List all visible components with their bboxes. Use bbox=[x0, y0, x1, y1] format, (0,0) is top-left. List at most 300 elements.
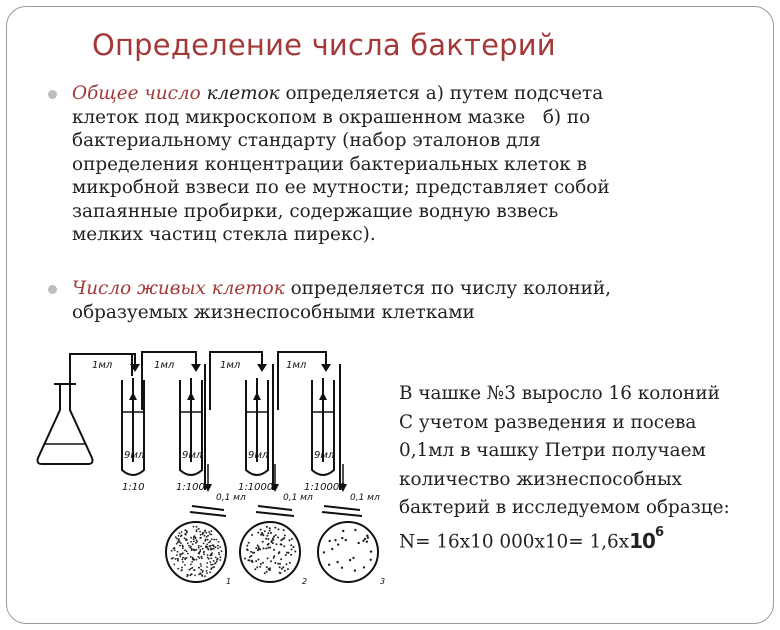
colony-dot bbox=[179, 532, 181, 534]
colony-dot bbox=[258, 559, 260, 561]
colony-dot bbox=[200, 565, 202, 567]
colony-dot bbox=[207, 539, 209, 541]
colony-dot bbox=[337, 543, 339, 545]
colony-dot bbox=[286, 563, 288, 565]
colony-dot bbox=[354, 529, 356, 531]
colony-dot bbox=[366, 541, 368, 543]
colony-dot bbox=[195, 549, 197, 551]
colony-dot bbox=[279, 563, 281, 565]
colony-dot bbox=[248, 542, 250, 544]
colony-dot bbox=[269, 530, 271, 532]
tube-volume: 9мл bbox=[124, 450, 145, 461]
colony-dot bbox=[199, 572, 201, 574]
tube-volume: 9мл bbox=[314, 450, 335, 461]
colony-dot bbox=[210, 545, 212, 547]
power-base: 10 bbox=[629, 528, 655, 553]
plate-number: 3 bbox=[380, 577, 386, 586]
colony-dot bbox=[204, 575, 206, 577]
colony-dot bbox=[290, 554, 292, 556]
test-tube-icon bbox=[312, 364, 340, 490]
colony-dot bbox=[184, 557, 186, 559]
colony-dot bbox=[204, 535, 206, 537]
colony-dot bbox=[285, 554, 287, 556]
colony-dot bbox=[262, 562, 264, 564]
colony-dot bbox=[190, 556, 192, 558]
colony-dot bbox=[255, 560, 257, 562]
colony-dot bbox=[216, 560, 218, 562]
colony-dot bbox=[181, 559, 183, 561]
colony-dot bbox=[270, 532, 272, 534]
colony-dot bbox=[206, 572, 208, 574]
bullet-live-count bbox=[72, 277, 611, 324]
colony-dot bbox=[251, 560, 253, 562]
bullet-line: клеток под микроскопом в окрашенном мазке б) по bbox=[72, 106, 591, 128]
colony-dot bbox=[210, 530, 212, 532]
term-cells: клеток bbox=[206, 83, 280, 104]
petri-lid-icon bbox=[322, 506, 362, 516]
colony-dot bbox=[211, 538, 213, 540]
transfer-label: 1мл bbox=[154, 360, 175, 371]
colony-dot bbox=[200, 569, 202, 571]
term-live-cells: Число живых клеток bbox=[72, 278, 285, 299]
colony-dot bbox=[181, 567, 183, 569]
colony-dot bbox=[262, 534, 264, 536]
colony-dot bbox=[266, 571, 268, 573]
petri-dish-icon bbox=[166, 522, 226, 582]
colony-dot bbox=[179, 545, 181, 547]
colony-dot bbox=[279, 572, 281, 574]
colony-dot bbox=[194, 575, 196, 577]
colony-dot bbox=[191, 567, 193, 569]
colony-dot bbox=[198, 545, 200, 547]
colony-dot bbox=[194, 549, 196, 551]
colony-dot bbox=[206, 543, 208, 545]
colony-dot bbox=[192, 558, 194, 560]
colony-dot bbox=[247, 559, 249, 561]
colony-dot bbox=[198, 528, 200, 530]
colony-dot bbox=[364, 538, 366, 540]
colony-dot bbox=[258, 548, 260, 550]
colony-dot bbox=[269, 569, 271, 571]
colony-dot bbox=[283, 537, 285, 539]
colony-dot bbox=[274, 562, 276, 564]
plating-label: 0,1 мл bbox=[283, 493, 313, 503]
petri-dish-icon bbox=[240, 522, 300, 582]
colony-dot bbox=[186, 532, 188, 534]
colony-dot bbox=[213, 539, 215, 541]
colony-dot bbox=[244, 558, 246, 560]
colony-dot bbox=[336, 561, 338, 563]
transfer-label: 1мл bbox=[92, 360, 113, 371]
colony-dot bbox=[260, 534, 262, 536]
colony-dot bbox=[184, 537, 186, 539]
colony-dot bbox=[213, 548, 215, 550]
colony-dot bbox=[265, 538, 267, 540]
power-of-ten bbox=[629, 524, 664, 553]
colony-dot bbox=[174, 547, 176, 549]
colony-dot bbox=[217, 558, 219, 560]
colony-dot bbox=[176, 543, 178, 545]
colony-dot bbox=[207, 548, 209, 550]
transfer-label: 1мл bbox=[220, 360, 241, 371]
bullet-line bbox=[72, 82, 610, 106]
colony-dot bbox=[200, 546, 202, 548]
colony-dot bbox=[269, 527, 271, 529]
colony-dot bbox=[362, 540, 364, 542]
colony-dot bbox=[198, 547, 200, 549]
colony-dot bbox=[334, 539, 336, 541]
colony-dot bbox=[191, 561, 193, 563]
colony-dot bbox=[273, 555, 275, 557]
plating-label: 0,1 мл bbox=[350, 493, 380, 503]
plating-label: 0,1 мл bbox=[216, 493, 246, 503]
colony-dot bbox=[201, 556, 203, 558]
calc-line: 0,1мл в чашку Петри получаем bbox=[399, 440, 706, 462]
colony-dot bbox=[200, 534, 202, 536]
colony-dot bbox=[202, 548, 204, 550]
colony-dot bbox=[207, 535, 209, 537]
colony-dot bbox=[217, 548, 219, 550]
colony-dot bbox=[187, 542, 189, 544]
colony-dot bbox=[269, 547, 271, 549]
colony-dot bbox=[203, 553, 205, 555]
colony-dot bbox=[206, 566, 208, 568]
colony-dot bbox=[173, 564, 175, 566]
colony-dot bbox=[174, 558, 176, 560]
colony-dot bbox=[190, 541, 192, 543]
colony-dot bbox=[180, 554, 182, 556]
colony-dot bbox=[278, 551, 280, 553]
colony-dot bbox=[370, 550, 372, 552]
colony-dot bbox=[323, 551, 325, 553]
colony-dot bbox=[207, 557, 209, 559]
colony-dot bbox=[279, 566, 281, 568]
colony-dot bbox=[184, 564, 186, 566]
colony-dot bbox=[178, 538, 180, 540]
colony-dot bbox=[188, 569, 190, 571]
colony-dot bbox=[176, 538, 178, 540]
colony-dot bbox=[345, 539, 347, 541]
colony-dot bbox=[202, 570, 204, 572]
colony-dot bbox=[174, 549, 176, 551]
colony-dot bbox=[210, 557, 212, 559]
colony-dot bbox=[194, 536, 196, 538]
colony-dot bbox=[182, 545, 184, 547]
colony-dot bbox=[281, 568, 283, 570]
colony-dot bbox=[219, 559, 221, 561]
colony-dot bbox=[196, 526, 198, 528]
colony-dot bbox=[206, 546, 208, 548]
test-tube-icon bbox=[246, 364, 273, 490]
bullet-line: микробной взвеси по ее мутности; представляет собой bbox=[72, 177, 610, 198]
power-exponent: 6 bbox=[654, 524, 664, 540]
colony-dot bbox=[212, 544, 214, 546]
colony-dot bbox=[352, 557, 354, 559]
calc-line: В чашке №3 выросло 16 колоний bbox=[399, 383, 720, 404]
colony-dot bbox=[198, 567, 200, 569]
colony-dot bbox=[187, 574, 189, 576]
bullet-dot-icon bbox=[48, 90, 57, 99]
colony-dot bbox=[175, 536, 177, 538]
tube-volume: 9мл bbox=[182, 450, 203, 461]
colony-dot bbox=[199, 537, 201, 539]
colony-dot bbox=[214, 563, 216, 565]
colony-dot bbox=[209, 540, 211, 542]
colony-dot bbox=[342, 530, 344, 532]
dilution-label: 1:1000 bbox=[238, 482, 274, 493]
bullet-line: образуемых жизнеспособными клетками bbox=[72, 301, 475, 323]
colony-dot bbox=[289, 539, 291, 541]
colony-dot bbox=[329, 540, 331, 542]
colony-dot bbox=[268, 543, 270, 545]
colony-dot bbox=[193, 538, 195, 540]
plate-number: 1 bbox=[226, 577, 232, 586]
calculation-text bbox=[399, 380, 730, 557]
colony-dot bbox=[287, 568, 289, 570]
colony-dot bbox=[284, 535, 286, 537]
colony-dot bbox=[204, 540, 206, 542]
colony-dot bbox=[294, 551, 296, 553]
colony-dot bbox=[187, 553, 189, 555]
colony-dot bbox=[201, 557, 203, 559]
colony-dot bbox=[211, 567, 213, 569]
colony-dot bbox=[181, 531, 183, 533]
bullet-line: бактериальному стандарту (набор эталонов для bbox=[72, 130, 541, 151]
colony-dot bbox=[199, 551, 201, 553]
colony-dot bbox=[218, 554, 220, 556]
colony-dot bbox=[256, 566, 258, 568]
colony-dot bbox=[177, 558, 179, 560]
bullet-line: запаянные пробирки, содержащие водную взвесь bbox=[72, 200, 559, 222]
colony-dot bbox=[186, 550, 188, 552]
colony-dot bbox=[264, 572, 266, 574]
colony-dot bbox=[341, 537, 343, 539]
tube-volume: 9мл bbox=[248, 450, 269, 461]
colony-dot bbox=[255, 547, 257, 549]
colony-dot bbox=[180, 542, 182, 544]
dilution-label: 1:10 bbox=[122, 482, 145, 493]
bullet-line: мелких частиц стекла пирекс). bbox=[72, 224, 376, 245]
colony-dot bbox=[206, 536, 208, 538]
colony-dot bbox=[186, 557, 188, 559]
colony-dot bbox=[178, 535, 180, 537]
colony-dot bbox=[354, 569, 356, 571]
colony-dot bbox=[207, 554, 209, 556]
colony-dot bbox=[177, 541, 179, 543]
colony-dot bbox=[210, 564, 212, 566]
colony-dot bbox=[252, 552, 254, 554]
colony-dot bbox=[210, 553, 212, 555]
colony-dot bbox=[190, 568, 192, 570]
colony-dot bbox=[177, 560, 179, 562]
colony-dot bbox=[185, 539, 187, 541]
colony-dot bbox=[204, 531, 206, 533]
colony-dot bbox=[171, 550, 173, 552]
bullet-line bbox=[72, 277, 611, 301]
bullet-line: определения концентрации бактериальных клеток в bbox=[72, 153, 588, 175]
colony-dot bbox=[264, 530, 266, 532]
colony-dot bbox=[370, 559, 372, 561]
colony-dot bbox=[250, 551, 252, 553]
colony-dot bbox=[184, 549, 186, 551]
colony-dot bbox=[217, 545, 219, 547]
colony-dot bbox=[203, 543, 205, 545]
colony-dot bbox=[254, 568, 256, 570]
colony-dot bbox=[182, 547, 184, 549]
colony-dot bbox=[277, 537, 279, 539]
colony-dot bbox=[182, 561, 184, 563]
colony-dot bbox=[266, 535, 268, 537]
colony-dot bbox=[212, 564, 214, 566]
colony-dot bbox=[184, 529, 186, 531]
plate-number: 2 bbox=[302, 577, 308, 586]
colony-dot bbox=[257, 532, 259, 534]
colony-dot bbox=[270, 560, 272, 562]
colony-dot bbox=[273, 549, 275, 551]
bullet-text: определяется а) путем подсчета bbox=[279, 83, 604, 104]
colony-dot bbox=[219, 546, 221, 548]
colony-dot bbox=[274, 527, 276, 529]
colony-dot bbox=[188, 545, 190, 547]
colony-dot bbox=[209, 561, 211, 563]
colony-dot bbox=[200, 563, 202, 565]
colony-dot bbox=[191, 549, 193, 551]
colony-dot bbox=[208, 531, 210, 533]
colony-dot bbox=[280, 543, 282, 545]
calc-line: количество жизнеспособных bbox=[399, 468, 682, 490]
calc-formula bbox=[399, 523, 730, 557]
calc-line: бактерий в исследуемом образце: bbox=[399, 497, 730, 519]
colony-dot bbox=[200, 549, 202, 551]
colony-dot bbox=[265, 548, 267, 550]
colony-dot bbox=[270, 541, 272, 543]
colony-dot bbox=[203, 551, 205, 553]
colony-dot bbox=[192, 543, 194, 545]
colony-dot bbox=[266, 526, 268, 528]
colony-dot bbox=[177, 551, 179, 553]
colony-dot bbox=[291, 549, 293, 551]
bullet-dot-icon bbox=[48, 285, 57, 294]
colony-dot bbox=[260, 529, 262, 531]
colony-dot bbox=[275, 543, 277, 545]
colony-dot bbox=[221, 550, 223, 552]
colony-dot bbox=[215, 546, 217, 548]
slide-title: Определение числа бактерий bbox=[92, 28, 556, 62]
colony-dot bbox=[283, 545, 285, 547]
colony-dot bbox=[218, 552, 220, 554]
colony-dot bbox=[331, 548, 333, 550]
colony-dot bbox=[193, 526, 195, 528]
test-tube-icon bbox=[180, 364, 205, 490]
colony-dot bbox=[201, 575, 203, 577]
colony-dot bbox=[263, 547, 265, 549]
colony-dot bbox=[202, 532, 204, 534]
colony-dot bbox=[191, 548, 193, 550]
colony-dot bbox=[210, 547, 212, 549]
colony-dot bbox=[283, 529, 285, 531]
colony-dot bbox=[176, 554, 178, 556]
dilution-label: 1:10000 bbox=[304, 482, 346, 493]
colony-dot bbox=[182, 557, 184, 559]
bullet-total-count bbox=[72, 82, 610, 247]
petri-lid-icon bbox=[256, 506, 294, 516]
colony-dot bbox=[177, 568, 179, 570]
colony-dot bbox=[367, 537, 369, 539]
formula-text: N= 16х10 000х10= 1,6х bbox=[399, 531, 630, 553]
colony-dot bbox=[206, 562, 208, 564]
term-total-number: Общее число bbox=[72, 83, 201, 104]
colony-dot bbox=[267, 547, 269, 549]
colony-dot bbox=[218, 541, 220, 543]
colony-dot bbox=[171, 558, 173, 560]
colony-dot bbox=[194, 569, 196, 571]
colony-dot bbox=[272, 538, 274, 540]
colony-dot bbox=[210, 549, 212, 551]
colony-dot bbox=[215, 557, 217, 559]
colony-dot bbox=[286, 552, 288, 554]
colony-dot bbox=[246, 545, 248, 547]
colony-dot bbox=[259, 566, 261, 568]
flask-icon bbox=[38, 384, 93, 464]
bullet-text: определяется по числу колоний, bbox=[284, 278, 612, 299]
colony-dot bbox=[196, 559, 198, 561]
colony-dot bbox=[215, 539, 217, 541]
colony-dot bbox=[284, 570, 286, 572]
colony-dot bbox=[181, 569, 183, 571]
colony-dot bbox=[184, 533, 186, 535]
colony-dot bbox=[262, 541, 264, 543]
colony-dot bbox=[205, 532, 207, 534]
petri-dish-icon bbox=[318, 522, 378, 582]
dilution-label: 1:100 bbox=[176, 482, 205, 493]
colony-dot bbox=[280, 558, 282, 560]
colony-dot bbox=[190, 537, 192, 539]
colony-dot bbox=[197, 556, 199, 558]
colony-dot bbox=[251, 534, 253, 536]
colony-dot bbox=[206, 570, 208, 572]
serial-dilution-diagram bbox=[30, 340, 400, 590]
colony-dot bbox=[191, 573, 193, 575]
colony-dot bbox=[328, 564, 330, 566]
colony-dot bbox=[267, 557, 269, 559]
colony-dot bbox=[180, 535, 182, 537]
colony-dot bbox=[358, 542, 360, 544]
colony-dot bbox=[289, 562, 291, 564]
colony-dot bbox=[209, 571, 211, 573]
colony-dot bbox=[213, 566, 215, 568]
colony-dot bbox=[193, 540, 195, 542]
colony-dot bbox=[278, 528, 280, 530]
colony-dot bbox=[199, 531, 201, 533]
colony-dot bbox=[213, 560, 215, 562]
colony-dot bbox=[247, 549, 249, 551]
colony-dot bbox=[210, 534, 212, 536]
colony-dot bbox=[220, 556, 222, 558]
colony-dot bbox=[282, 566, 284, 568]
colony-dot bbox=[293, 546, 295, 548]
transfer-label: 1мл bbox=[286, 360, 307, 371]
colony-dot bbox=[267, 532, 269, 534]
colony-dot bbox=[196, 541, 198, 543]
colony-dot bbox=[189, 547, 191, 549]
colony-dot bbox=[273, 536, 275, 538]
petri-lid-icon bbox=[190, 506, 226, 516]
colony-dot bbox=[258, 546, 260, 548]
colony-dot bbox=[198, 552, 200, 554]
colony-dot bbox=[290, 544, 292, 546]
colony-dot bbox=[291, 538, 293, 540]
colony-dot bbox=[277, 563, 279, 565]
